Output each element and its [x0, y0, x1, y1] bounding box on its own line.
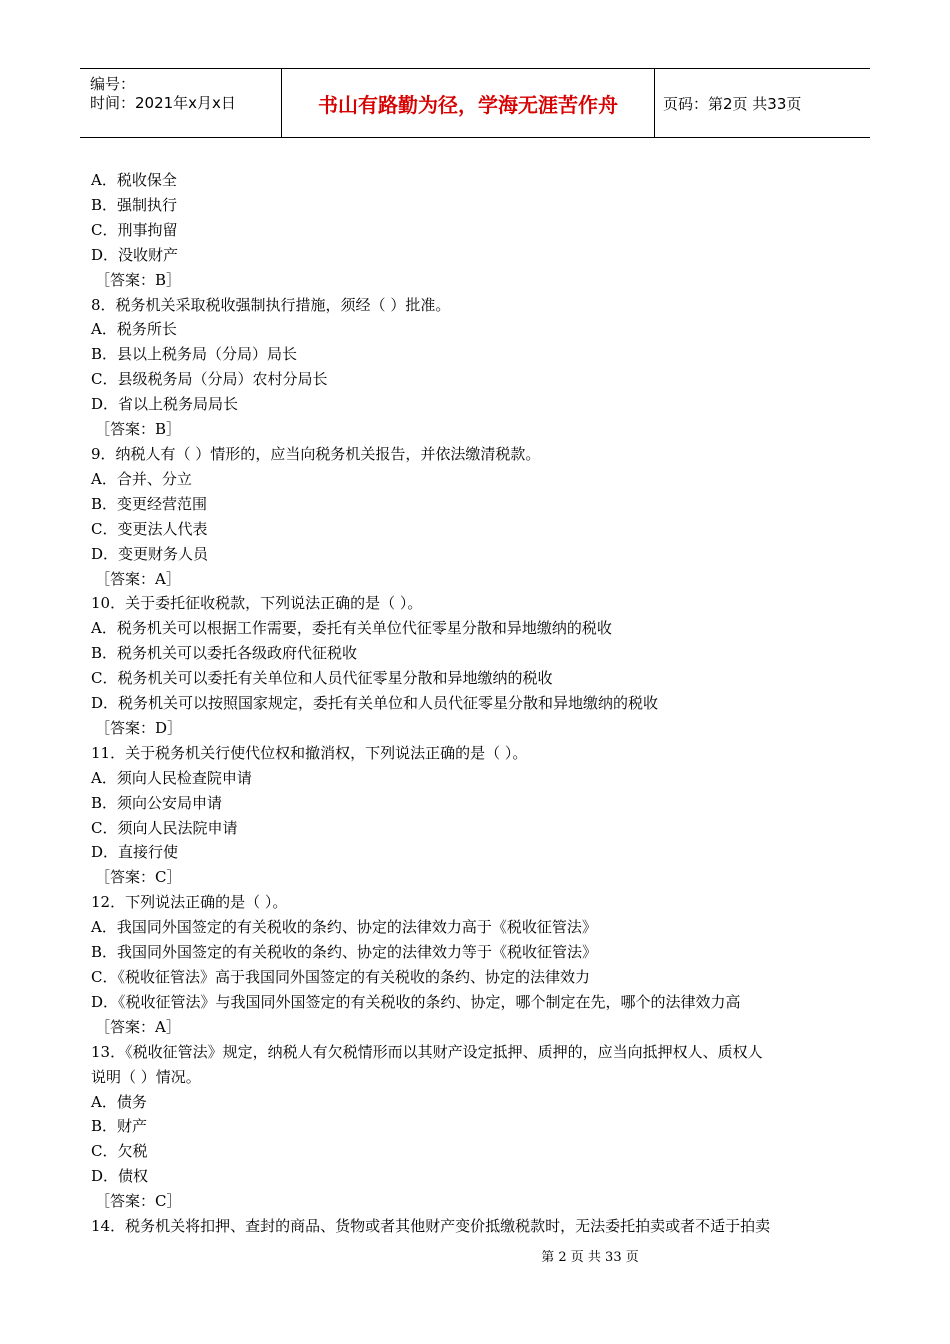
- option-line: C．须向人民法院申请: [91, 818, 238, 837]
- answer-line: ［答案：A］: [95, 569, 181, 588]
- question-line: 11．关于税务机关行使代位权和撤消权，下列说法正确的是（ ）。: [91, 743, 528, 762]
- answer-line: ［答案：C］: [95, 868, 182, 887]
- option-line: A．我国同外国签定的有关税收的条约、协定的法律效力高于《税收征管法》: [91, 918, 597, 937]
- option-line: A．税务机关可以根据工作需要，委托有关单位代征零星分散和异地缴纳的税收: [91, 619, 612, 638]
- option-line: B．我国同外国签定的有关税收的条约、协定的法律效力等于《税收征管法》: [91, 943, 598, 962]
- answer-line: ［答案：C］: [95, 1192, 182, 1211]
- option-line: D．税务机关可以按照国家规定，委托有关单位和人员代征零星分散和异地缴纳的税收: [91, 694, 659, 713]
- page-header: [80, 68, 870, 138]
- option-line: D．变更财务人员: [91, 544, 209, 563]
- question-list: [91, 168, 871, 1239]
- option-line: B．税务机关可以委托各级政府代征税收: [91, 644, 358, 663]
- option-line: D．债权: [91, 1167, 149, 1186]
- question-line: 8．税务机关采取税收强制执行措施，须经（ ）批准。: [91, 295, 451, 314]
- option-line: B．财产: [91, 1117, 148, 1136]
- page-footer: [0, 1246, 950, 1265]
- option-line: D．《税收征管法》与我国同外国签定的有关税收的条约、协定，哪个制定在先，哪个的法律效力高: [91, 992, 741, 1011]
- option-line: A．债务: [91, 1092, 147, 1111]
- option-line: D．省以上税务局局长: [91, 395, 239, 414]
- option-line: B．变更经营范围: [91, 494, 208, 513]
- doc-number: 编号：: [90, 75, 136, 93]
- footer-page-number: 第 2 页 共 33 页: [541, 1250, 639, 1265]
- header-page-info: 页码：第2页 共33页: [663, 94, 802, 113]
- answer-line: ［答案：A］: [95, 1017, 181, 1036]
- option-line: A．须向人民检查院申请: [91, 768, 252, 787]
- option-line: C．县级税务局（分局）农村分局长: [91, 370, 328, 389]
- option-line: C．《税收征管法》高于我国同外国签定的有关税收的条约、协定的法律效力: [91, 968, 590, 986]
- answer-line: ［答案：B］: [95, 270, 182, 289]
- text-line: D．没收财产: [91, 245, 179, 264]
- question-line: 13．《税收征管法》规定，纳税人有欠税情形而以其财产设定抵押、质押的，应当向抵押权人、质权人: [91, 1042, 763, 1061]
- option-line: C．欠税: [91, 1142, 148, 1161]
- header-meta: [80, 69, 282, 137]
- option-line: B．县以上税务局（分局）局长: [91, 345, 298, 364]
- question-line: 14．税务机关将扣押、查封的商品、货物或者其他财产变价抵缴税款时，无法委托拍卖或者不适于拍卖: [91, 1217, 771, 1236]
- option-line: C．变更法人代表: [91, 519, 208, 538]
- option-line: C．税务机关可以委托有关单位和人员代征零星分散和异地缴纳的税收: [91, 669, 553, 688]
- text-line: B．强制执行: [91, 195, 178, 214]
- option-line: A．税务所长: [91, 320, 177, 339]
- option-line: B．须向公安局申请: [91, 793, 223, 812]
- text-line: A．税收保全: [91, 171, 177, 189]
- question-line: 9．纳税人有（ ）情形的，应当向税务机关报告，并依法缴清税款。: [91, 444, 541, 463]
- answer-line: ［答案：D］: [95, 718, 183, 737]
- question-line: 10．关于委托征收税款，下列说法正确的是（ ）。: [91, 594, 423, 613]
- doc-time: 时间：2021年x月x日: [90, 94, 236, 112]
- answer-line: ［答案：B］: [95, 420, 182, 439]
- question-line: 说明（ ）情况。: [91, 1067, 201, 1086]
- option-line: D．直接行使: [91, 843, 179, 862]
- text-line: C．刑事拘留: [91, 220, 178, 239]
- header-motto: 书山有路勤为径，学海无涯苦作舟: [282, 69, 655, 137]
- option-line: A．合并、分立: [91, 469, 192, 488]
- question-line: 12．下列说法正确的是（ ）。: [91, 893, 288, 912]
